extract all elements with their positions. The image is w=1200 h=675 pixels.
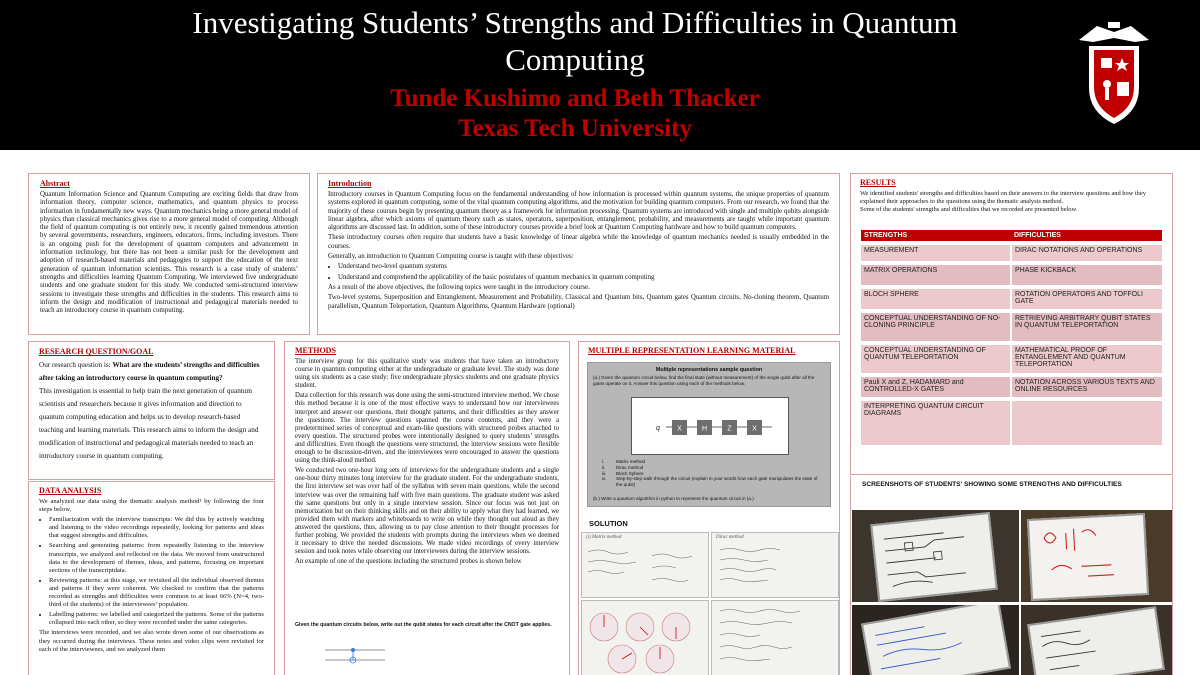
table-row [861,311,1162,343]
circuit-gate [747,420,762,435]
svg-text:H: H [701,425,708,433]
svg-text:X: X [752,425,757,433]
introduction-panel [317,173,840,335]
results-table-header [861,230,1162,243]
intro-paragraph-5: Two-level systems, Superposition and Entanglement, Measurement and Probability, Classical and Quantum bits, Quantum gates Quantum circuits, No-cloning theorem, Quantum parallelism, Quantum Teleportation, Quantum Algorithms, Quantum Hardware (optional) [328,294,829,310]
strength-cell: CONCEPTUAL UNDERSTANDING OF QUANTUM TELEPORTATION [861,343,1011,375]
sample-question-a: (a.) Given the quantum circuit below, find the final state (without measurement) of the single qubit after all the gates operate on it. Answer this question using each of the methods below. [593,375,815,386]
student-screenshot-2 [1021,510,1173,602]
methods-paragraph-1: The interview group for this qualitative study was students that have taken an introductory course in quantum computing either at the undergraduate or graduate level. The study was done using six students as a case study: five undergraduate physics students and one graduate physics student. [295,358,559,390]
handwriting-sketch [712,542,839,592]
introduction-heading: Introduction [328,179,372,188]
difficulty-cell: NOTATION ACROSS VARIOUS TEXTS AND ONLINE RESOURCES [1011,375,1162,399]
sample-method-item: iv. Step-by-step walk through the circuit (explain in your words how each gate manipulates the state of the qubit) [602,476,818,488]
circuit-gate [722,420,737,435]
mrlm-heading: MULTIPLE REPRESENTATION LEARNING MATERIAL [588,346,796,355]
mrlm-panel [578,341,840,675]
intro-paragraph-3: Generally, an introduction to Quantum Computing course is taught with these objectives: [328,253,574,261]
solution-label: SOLUTION [589,519,628,528]
example-question-figure [295,622,557,675]
data-analysis-panel [28,481,275,675]
university-seal-icon [1075,18,1153,128]
strengths-column-header: STRENGTHS [861,230,1011,243]
handwriting-sketch [582,542,709,592]
table-row [861,263,1162,287]
solution-bloch-spheres [581,600,709,675]
research-question-rationale: This investigation is essential to help train the next generation of quantum scientists and researchers because it gives information and direction to quantum computing education and helps us to develop research-based teaching and learning materials. This research aims to inform the design and modification of instructional and pedagogical materials needed to teach an introductory course in quantum computing. [39,387,259,460]
example-question-prompt: Given the quantum circuits below, write out the qubit states for each circuit after the CNOT gate applies. [295,622,552,628]
example-circuit-diagram [315,636,395,672]
sample-method-item: iii. Bloch Sphere [602,470,644,476]
research-question-panel [28,341,275,480]
intro-paragraph-2: These introductory courses often require that students have a basic knowledge of linear algebra while the knowledge of quantum mechanics needed is usually embedded in the courses. [328,234,829,250]
data-analysis-step: • Labelling patterns: we labelled and categorized the patterns. Some of the patterns collapsed into each other, so they were recorded under the same categories. [49,611,264,627]
abstract-heading: Abstract [40,179,70,188]
data-analysis-steps [49,516,264,627]
circuit-gate [672,420,687,435]
results-table [861,230,1162,445]
student-screenshot-4 [1021,605,1173,675]
solution-sketch-steps [711,600,839,675]
data-analysis-step: • Familiarization with the interview transcripts: We did this by actively watching and listening to the video recordings repeatedly, looking for patterns and ideas that suggest strengths and difficulties. [49,516,264,540]
handwriting-sketch [863,605,1008,675]
difficulty-cell: ROTATION OPERATORS AND TOFFOLI GATE [1011,287,1162,311]
data-analysis-intro: We analyzed our data using the thematic analysis method¹ by following the four steps below. [39,498,264,514]
methods-heading: METHODS [295,346,336,355]
strength-cell: INTERPRETING QUANTUM CIRCUIT DIAGRAMS [861,399,1011,445]
poster-affiliation: Texas Tech University [458,115,692,142]
difficulty-cell: DIRAC NOTATIONS AND OPERATIONS [1011,243,1162,263]
circuit-box [631,397,789,455]
data-analysis-heading: DATA ANALYSIS [39,486,102,495]
sample-question-b: (b.) Write a quantum algorithm in python to represent the quantum circuit in (a.) [593,496,754,501]
whiteboard [1027,606,1165,675]
difficulty-cell: PHASE KICKBACK [1011,263,1162,287]
table-row [861,375,1162,399]
circuit-gate [697,420,712,435]
strength-cell: Pauli X and Z, HADAMARD and CONTROLLED-X GATES [861,375,1011,399]
sample-methods-list [602,459,824,488]
handwriting-sketch [1029,609,1162,675]
strength-cell: MEASUREMENT [861,243,1011,263]
difficulties-column-header: DIFFICULTIES [1011,230,1162,243]
poster-title: Investigating Students’ Strengths and Difficulties in Quantum Computing [192,5,958,77]
results-panel [850,173,1173,475]
whiteboard [870,512,997,602]
research-question-lead: Our research question is: [39,361,113,369]
sample-method-item: ii. Dirac method [602,464,644,470]
abstract-text: Quantum Information Science and Quantum Computing are exciting fields that draw from information theory, computer science, mathematics, and quantum physics to process information in fundamentally new ways. Quantum mechanics being a more general model of physics than classical mechanics gives rise to a more general model of computing. Although the field of quantum computing is not entirely new, it recently gained tremendous attention by several governments, researchers, engineers, educators, firms, including investors. There is an ongoing push for the development of quantum computers and advancement in information technology, but there has not been a similar push for the development and adoption of research-based materials and pedagogies to support the education of the next generation of quantum information scientists. This research is a case study of students’ strengths and difficulties learning Quantum Computing. We interviewed five undergraduate students and one graduate student for this study. We conducted semi-structured interview sessions to investigate these strengths and difficulties in the students. This research aims to inform the design and modification of instructional and pedagogical materials needed to teach an introductory course in quantum computing. [40,191,298,315]
abstract-panel [28,173,310,335]
quantum-circuit-diagram [632,398,790,456]
data-analysis-closing: The interviews were recorded, and we also wrote down some of our observations as they occurred during the interviews. These notes and video clips were revisited for each of the interviewees, and we analyzed them [39,629,264,653]
results-heading: RESULTS [860,178,896,187]
intro-paragraph-4: As a result of the above objectives, the following topics were taught in the introductory course. [328,283,590,291]
methods-panel [284,341,570,675]
handwriting-sketch [1029,515,1147,599]
bloch-sphere-sketch [582,601,709,675]
table-row [861,243,1162,263]
difficulty-cell [1011,399,1162,445]
methods-paragraph-4: An example of one of the questions including the structured probes is shown below [295,558,522,566]
strength-cell: MATRIX OPERATIONS [861,263,1011,287]
methods-paragraph-3: We conducted two one-hour long sets of interviews for the undergraduate students and a single one-hour thirty minutes long interview for the graduate student. For the undergraduate students, the first interview set was over half of the syllabus with seven main questions, while the second interview was over the remaining half with five main questions. The graduate student was asked the same questions but only in a single interview session. Since our focus was not just on memorization but on their thinking skills and on their ability to apply what they had learned, we provided them with markers and whiteboards to write on while they thought out aloud as they answered the questions, thus, allowing us to pay close attention to their thought processes for further probing. We provided the students with prompts during the interviews when we deemed it necessary to drive the needed discussions. We made video recordings of every interview session and took notes while observing our interviewees during the interview sessions. [295,467,559,556]
intro-objective-item: • Understand and comprehend the applicability of the basic postulates of quantum mechanics in quantum computing [338,274,829,282]
whiteboard [861,605,1011,675]
intro-objective-item: • Understand two-level quantum systems [338,263,829,271]
screenshots-heading: SCREENSHOTS OF STUDENTS' SHOWING SOME STRENGTHS AND DIFFICULTIES [862,481,1122,488]
research-question-heading: RESEARCH QUESTION/GOAL [39,347,154,356]
table-row [861,399,1162,445]
intro-paragraph-1: Introductory courses in Quantum Computing focus on the fundamental understanding of how information is processed within quantum systems, the unique properties of quantum systems explored in quantum computing, some of the vital quantum computing algorithms, and the motivation for building quantum computers. From our research, we found that the majority of these courses begin by presenting quantum theory as a framework for information processing. Quantum systems are introduced with single and multiple qubits alongside linear algebra, after which axioms of quantum theory such as states, operators, superposition, entanglement, probability, and measurements are taught while important quantum algorithms are discussed last. In addition, some of these introductory courses provide a brief look at Quantum Computing hardware and how to build quantum computers. [328,191,829,232]
table-row [861,287,1162,311]
sample-question-title: Multiple representations sample question [655,367,763,373]
strength-cell: BLOCH SPHERE [861,287,1011,311]
student-screenshot-3 [852,605,1019,675]
difficulty-cell: RETRIEVING ARBITRARY QUBIT STATES IN QUANTUM TELEPORTATION [1011,311,1162,343]
strength-cell: CONCEPTUAL UNDERSTANDING OF NO-CLONING PRINCIPLE [861,311,1011,343]
circuit-input-label: q [656,425,660,432]
poster-header [0,0,1200,150]
sketch-label: (i) Matrix method [586,535,622,540]
table-row [861,343,1162,375]
svg-text:Z: Z [727,425,732,433]
student-screenshot-1 [852,510,1019,602]
handwriting-sketch [712,601,839,675]
sample-method-item: i. Matrix method [602,459,646,464]
results-text-2: Some of the students' strengths and difficulties that we recorded are presented below. [860,205,1078,213]
solution-sketch-matrix [581,532,709,598]
solution-sketch-dirac [711,532,839,598]
difficulty-cell: MATHEMATICAL PROOF OF ENTANGLEMENT AND QUANTUM TELEPORTATION [1011,343,1162,375]
data-analysis-step: • Searching and generating patterns: from repeatedly listening to the interview transcripts, we analyzed and reflected on the data. We moved from unstructured data to the development of themes, ideas, and patterns, focusing on important sections of the transcriptdata. [49,542,264,574]
data-analysis-step: • Reviewing patterns: at this stage, we revisited all the individual observed themes and patterns if they were coherent. We checked to confirm that the patterns recorded as strengths and difficulties were common to at least 66% (N=4, two-third of the students) of the interviewees’ population. [49,577,264,609]
svg-text:X: X [677,425,682,433]
screenshots-panel [850,476,1173,675]
sample-question-figure [587,362,831,507]
whiteboard [1027,513,1149,601]
poster-authors: Tunde Kushimo and Beth Thacker [390,85,760,112]
methods-paragraph-2: Data collection for this research was done using the semi-structured interview method. We chose this method because it is one of the most effective ways to understand how our interviewees interpret and answer our questions, their thought patterns, and their difficulties as they answer the questions. The interview questions spanned the course contents, and they were a predetermined series of conceptual and exam-like questions with structured probes attached to every question. The structured probes were intentionally designed to query students’ strengths and difficulties. Even though the questions were structured, the interview sessions were flexible enough to be discussion-driven, and the interviewees were encouraged to answer the questions using the think-aloud method. [295,392,559,465]
sketch-label: Dirac method [716,535,744,540]
results-text-1: We identified students' strengths and difficulties based on their answers to the interview questions and how they explained their approaches to the questions using the thematic analysis method. [860,190,1146,205]
intro-objectives-list [338,263,829,282]
research-question-text: What are the students’ strengths and difficulties after taking an introductory course in quantum computing? [39,361,260,382]
handwriting-sketch [872,514,995,600]
